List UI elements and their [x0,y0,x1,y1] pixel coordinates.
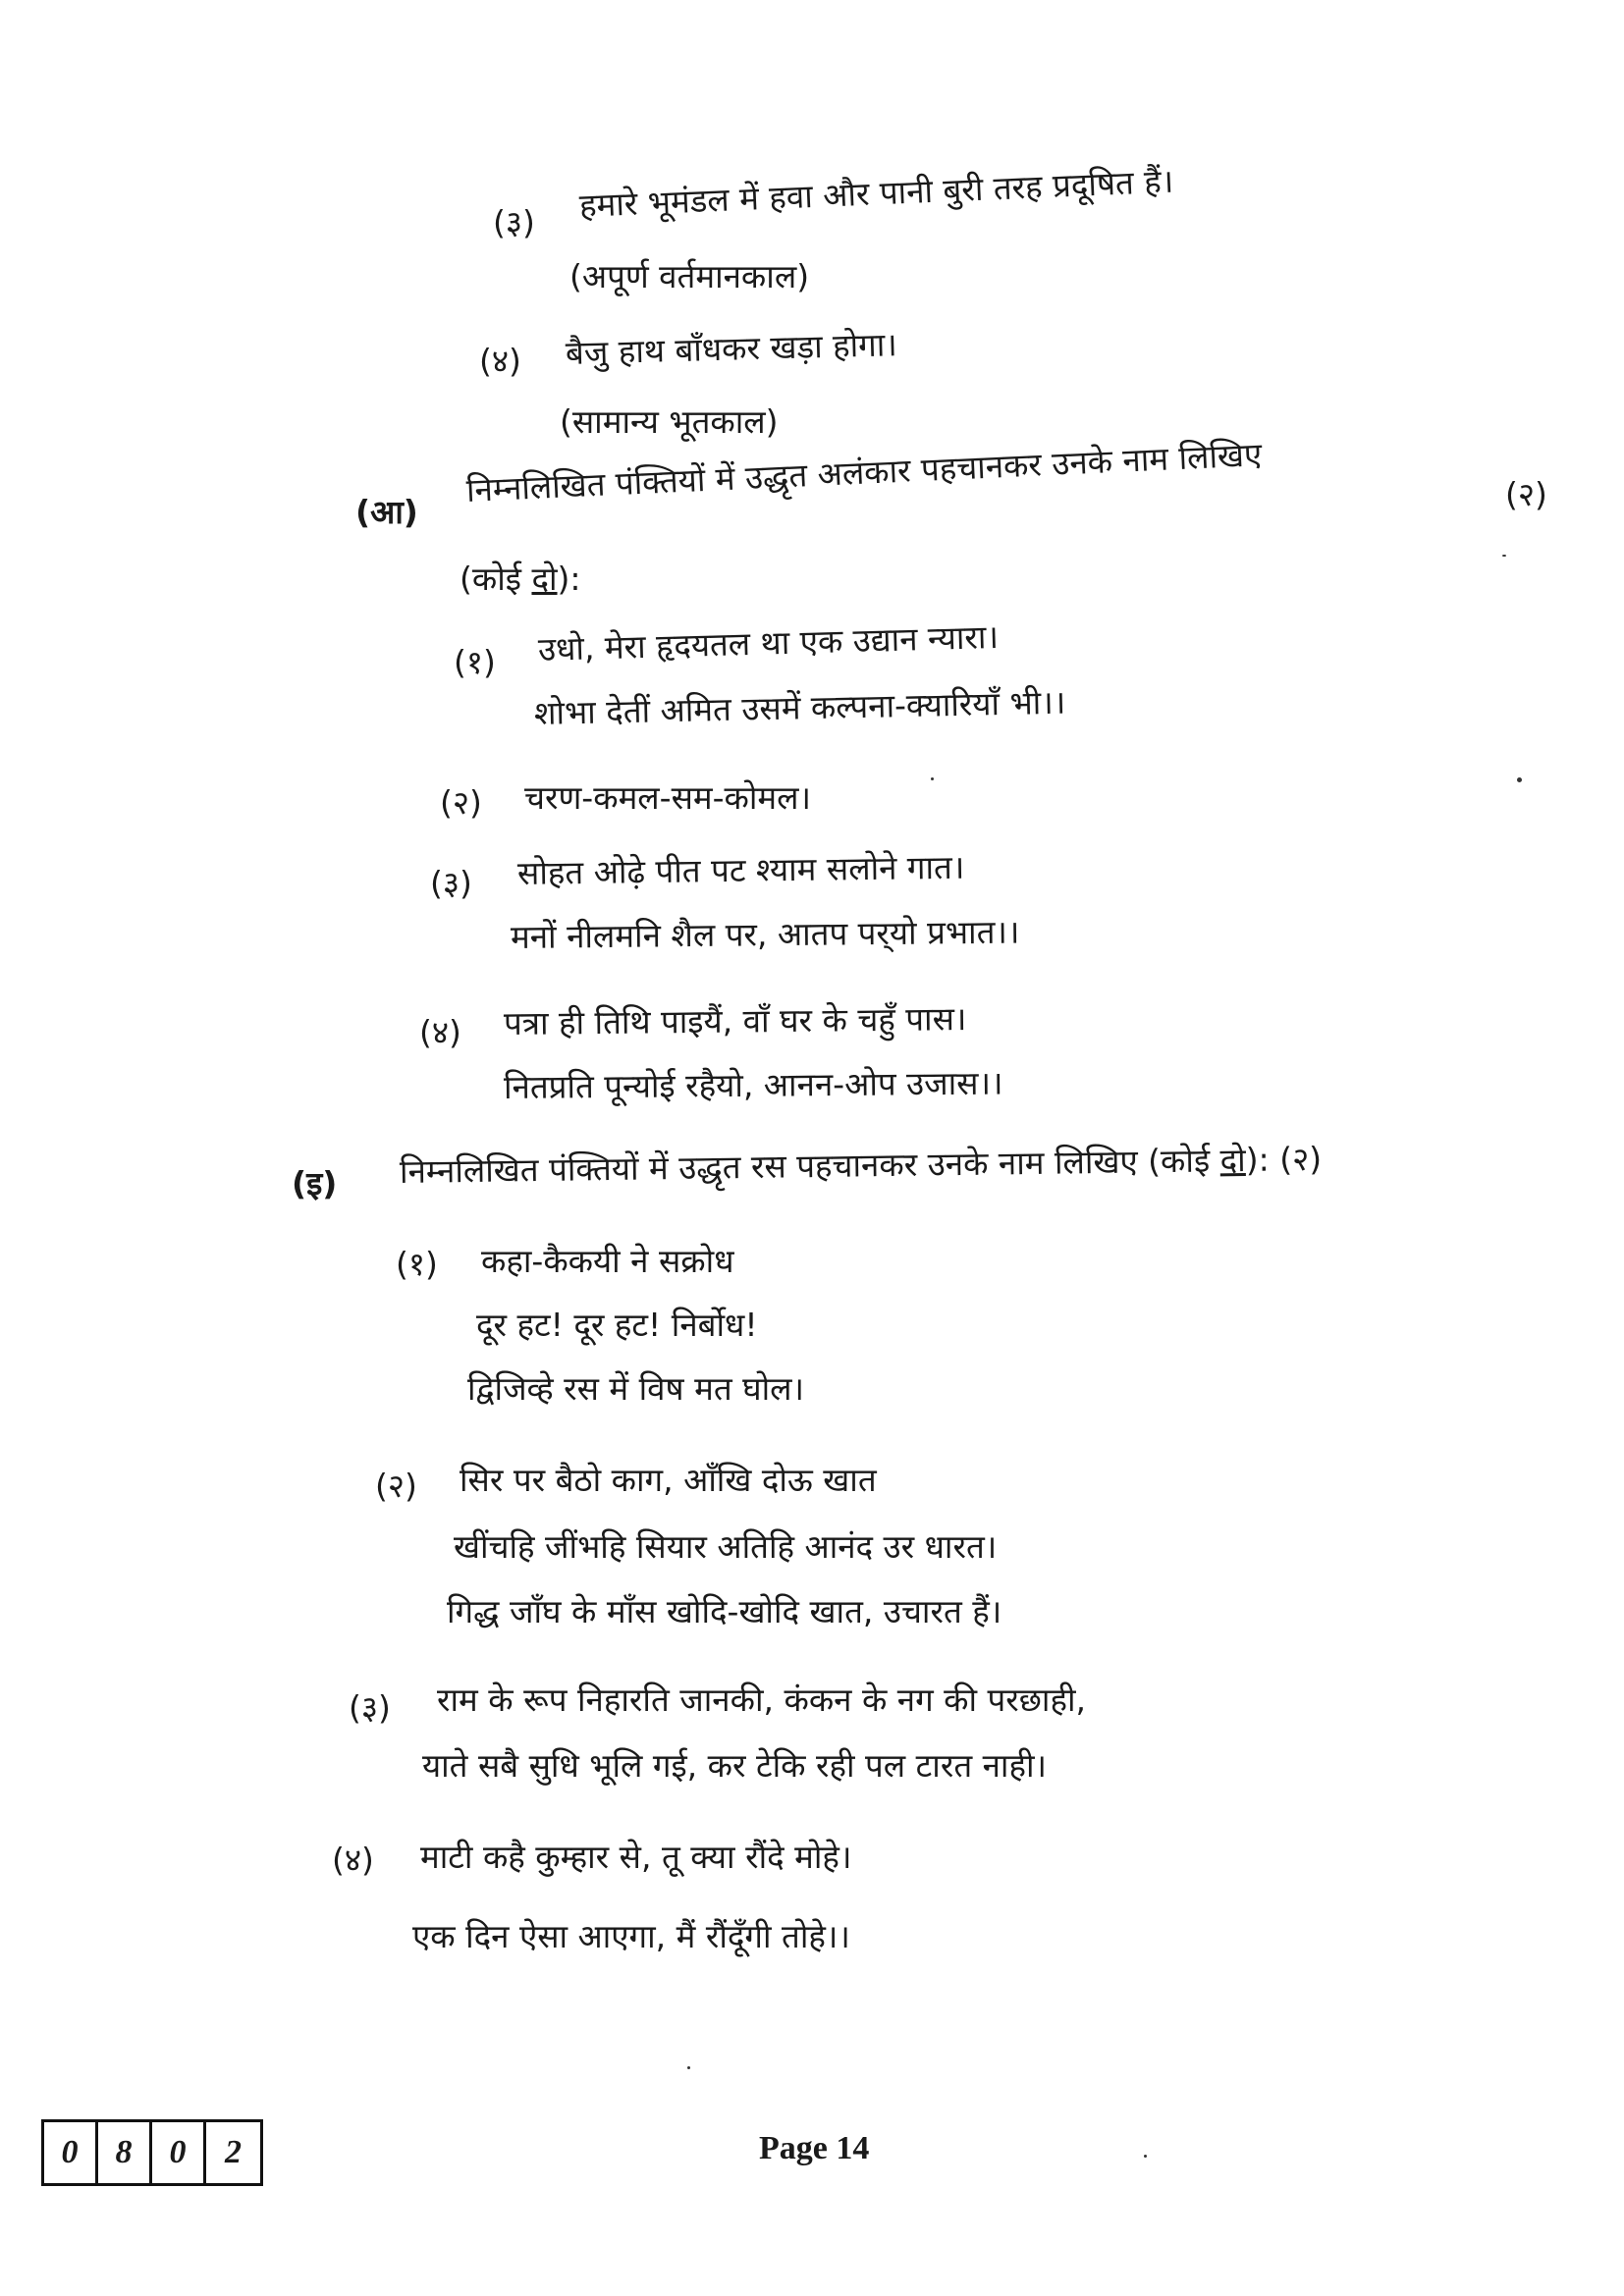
aa-item-2-number: (२) [440,783,482,822]
section-aa-marks: (२) [1505,475,1547,513]
item-3-tense-hint: (अपूर्ण वर्तमानकाल) [569,257,810,295]
paper-code-box [41,2119,263,2186]
aa-item-4-line-2: नितप्रति पून्योई रहैयो, आनन-ओप उजास।। [503,1063,1003,1106]
scan-speck [1502,555,1506,557]
choice-word: दो [1219,1140,1246,1180]
code-digit: 0 [152,2122,206,2183]
section-i-marks: (२) [1278,1139,1323,1179]
item-3-number: (३) [493,203,535,241]
code-digit: 8 [98,2122,152,2183]
aa-item-4-number: (४) [419,1013,461,1051]
scan-speck [931,777,934,780]
i-item-4-number: (४) [332,1841,374,1879]
i-item-2-number: (२) [375,1467,417,1505]
i-item-4-line-1: माटी कहै कुम्हार से, तू क्या रौंदे मोहे। [420,1838,852,1876]
choice-word: दो [531,560,558,598]
section-aa-choice [460,560,581,599]
i-item-1-line-1: कहा-कैकयी ने सक्रोध [481,1242,734,1280]
instruction-text: निम्नलिखित पंक्तियों में उद्धृत रस पहचानकर उनके नाम लिखिए (कोई [399,1141,1220,1191]
section-aa-label: (आ) [355,493,418,531]
scan-speck [1144,2155,1147,2158]
aa-item-2-line-1: चरण-कमल-सम-कोमल। [524,778,812,817]
aa-item-1-line-1: उधो, मेरा हृदयतल था एक उद्यान न्यारा। [537,616,1000,668]
i-item-3-number: (३) [349,1688,391,1727]
aa-item-3-line-2: मनों नीलमनि शैल पर, आतप पर्‌यो प्रभात।। [510,912,1020,956]
aa-item-3-number: (३) [430,864,472,902]
i-item-4-line-2: एक दिन ऐसा आएगा, मैं रौंदूँगी तोहे।। [412,1917,850,1955]
item-4-number: (४) [479,342,521,380]
section-i-instruction [400,1140,1323,1192]
item-4-sentence: बैजु हाथ बाँधकर खड़ा होगा। [565,325,898,372]
choice-suffix: ): [557,560,581,598]
i-item-2-line-3: गिद्ध जाँघ के माँस खोदि-खोदि खात, उचारत हैं। [447,1592,1002,1630]
code-digit: 2 [225,2134,242,2170]
section-aa-instruction: निम्नलिखित पंक्तियों में उद्धृत अलंकार पहचानकर उनके नाम लिखिए [465,435,1263,509]
i-item-1-line-2: दूर हट! दूर हट! निर्बोध! [476,1306,758,1344]
item-4-tense-hint: (सामान्य भूतकाल) [560,402,779,441]
i-item-1-line-3: द्विजिव्हे रस में विष मत घोल। [467,1369,805,1408]
i-item-3-line-2: याते सबै सुधि भूलि गई, कर टेकि रही पल टारत नाही। [422,1746,1048,1785]
page-number: Page 14 [759,2130,870,2166]
section-i-label: (इ) [292,1164,338,1202]
aa-item-3-line-1: सोहत ओढ़े पीत पट श्याम सलोने गात। [516,847,965,892]
code-digit: 0 [44,2122,98,2183]
aa-item-1-number: (१) [454,643,496,681]
i-item-2-line-1: सिर पर बैठो काग, आँखि दोऊ खात [460,1461,877,1499]
choice-prefix: (कोई [460,560,532,598]
i-item-1-number: (१) [396,1245,438,1283]
aa-item-1-line-2: शोभा देतीं अमित उसमें कल्पना-क्यारियाँ भी।। [533,682,1066,732]
choice-suffix: ): [1245,1140,1270,1179]
item-3-sentence: हमारे भूमंडल में हवा और पानी बुरी तरह प्रदूषित हैं। [578,161,1174,225]
i-item-3-line-1: राम के रूप निहारति जानकी, कंकन के नग की परछाही, [437,1681,1087,1719]
i-item-2-line-2: खींचहि जींभहि सियार अतिहि आनंद उर धारत। [454,1527,998,1566]
scan-speck [687,2066,690,2069]
scan-speck [1517,777,1522,782]
aa-item-4-line-1: पत्रा ही तिथि पाइयैं, वाँ घर के चहुँ पास। [503,999,967,1042]
